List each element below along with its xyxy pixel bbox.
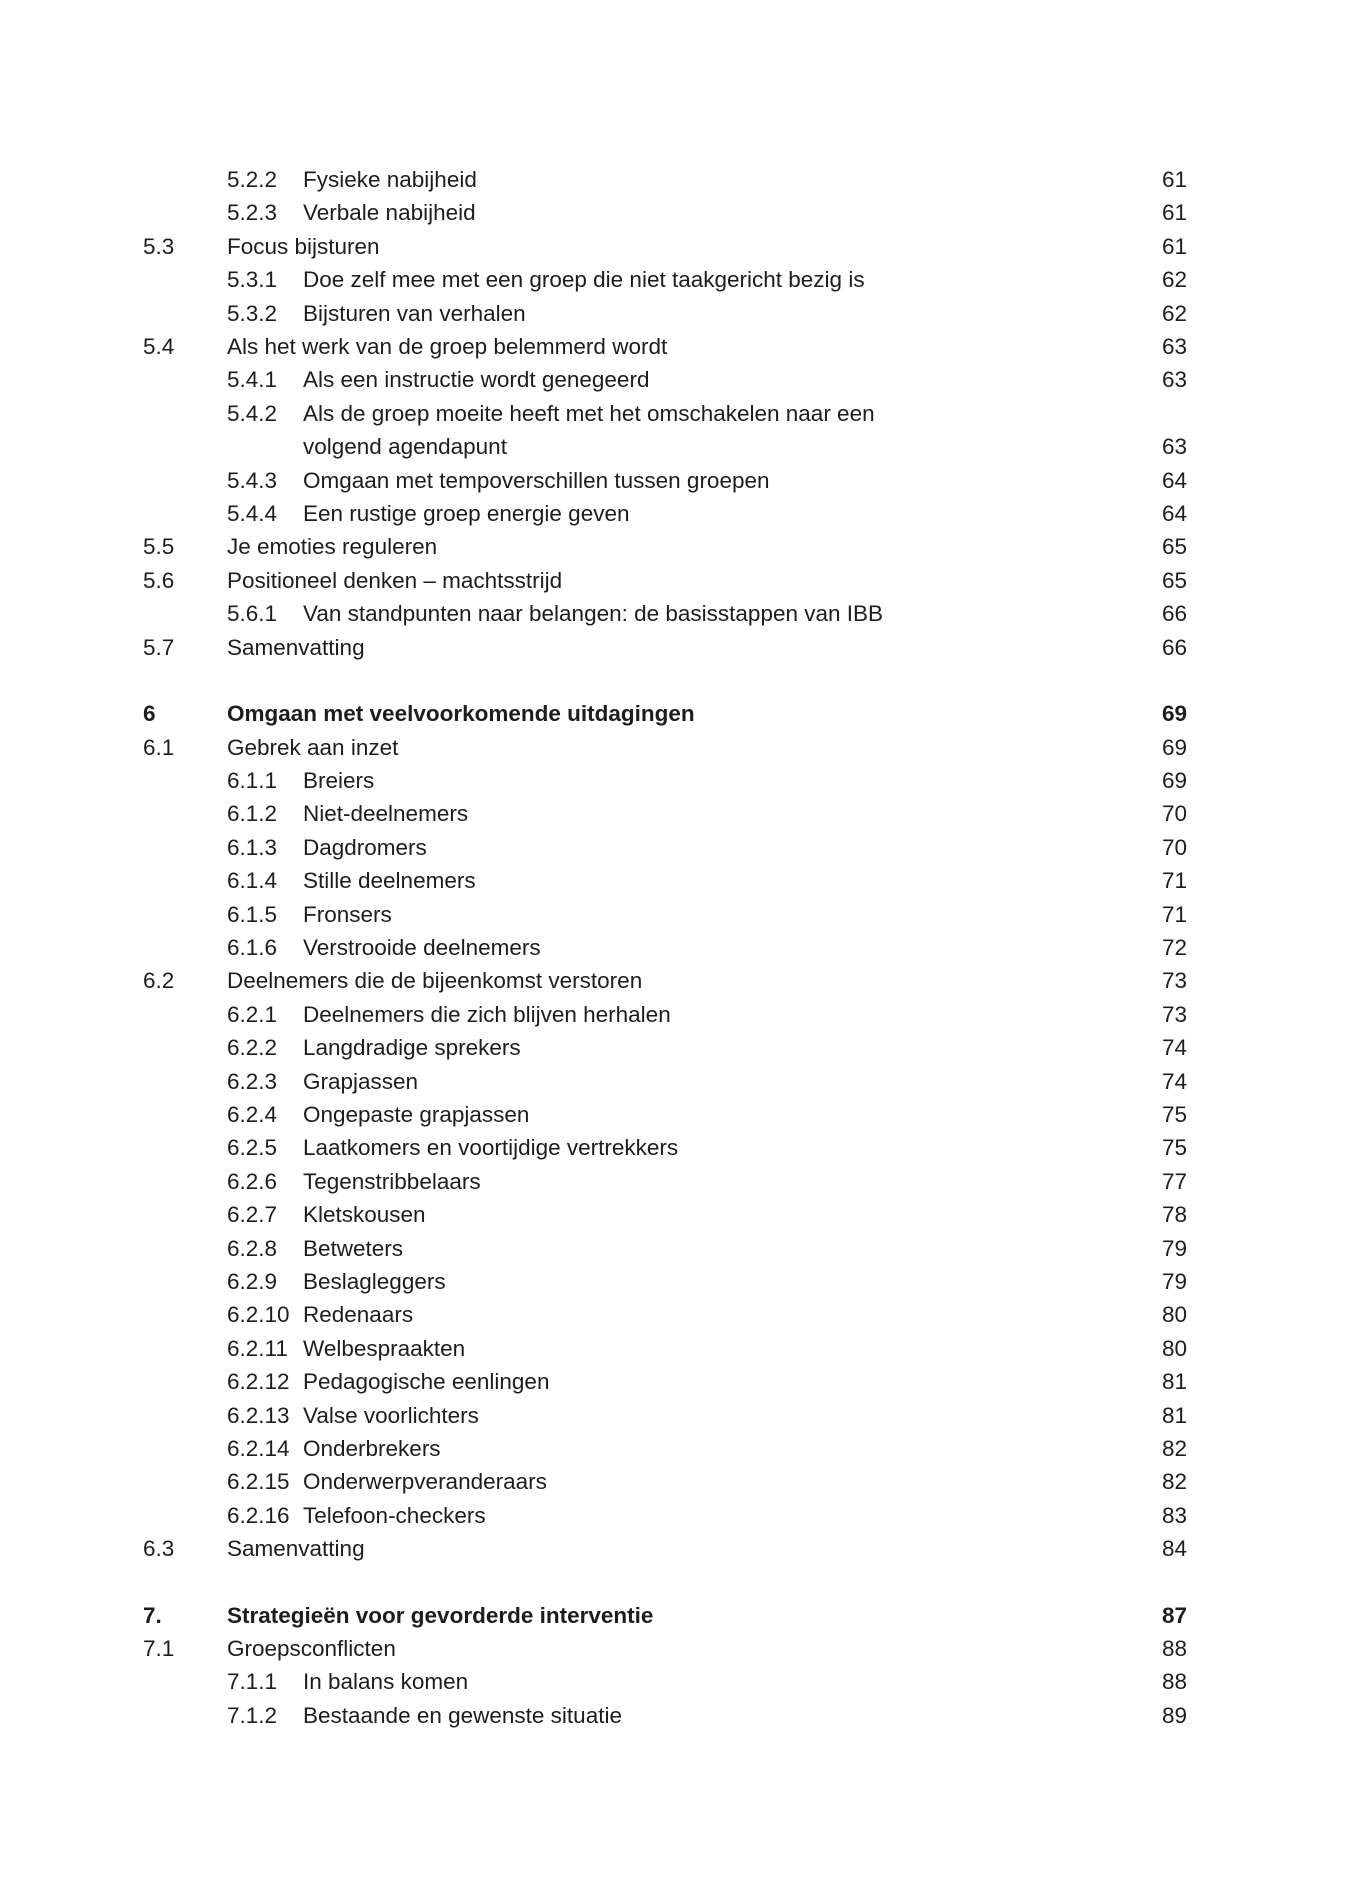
indent-spacer [143, 464, 227, 497]
indent-spacer [143, 1332, 227, 1365]
entry-title: Bestaande en gewenste situatie [303, 1702, 622, 1728]
entry-number: 6.2.9 [227, 1269, 278, 1294]
indent-spacer [143, 196, 227, 229]
indent-spacer [143, 831, 227, 864]
indent-spacer [143, 1432, 227, 1465]
entry-number: 5.4 [143, 334, 175, 360]
toc-entry [143, 797, 1187, 830]
entry-page-number: 75 [1161, 1101, 1187, 1127]
toc-entry [143, 1499, 1187, 1532]
indent-spacer [227, 430, 303, 463]
entry-title: Betweters [303, 1235, 404, 1261]
indent-spacer [143, 597, 227, 630]
toc-entry [143, 1232, 1187, 1265]
indent-spacer [143, 497, 227, 530]
entry-title: Telefoon-checkers [303, 1502, 486, 1528]
entry-page-number: 80 [1161, 1302, 1187, 1328]
entry-title: Fronsers [303, 901, 392, 927]
entry-title: Als het werk van de groep belemmerd wordt [227, 334, 668, 360]
entry-title: Strategieën voor gevorderde interventie [227, 1602, 654, 1628]
entry-number: 6.2.14 [227, 1436, 290, 1462]
entry-page-number: 63 [1161, 334, 1187, 360]
entry-title: Als de groep moeite heeft met het omschakelen naar een [303, 400, 875, 426]
entry-title: Langdradige sprekers [303, 1035, 521, 1061]
entry-page-number: 66 [1161, 634, 1187, 660]
entry-number: 6.3 [143, 1536, 175, 1562]
entry-page-number: 81 [1161, 1402, 1187, 1428]
toc-entry [143, 1198, 1187, 1231]
entry-title: Doe zelf mee met een groep die niet taakgericht bezig is [303, 267, 865, 293]
entry-number: 5.4.4 [227, 501, 278, 527]
entry-number: 6.1 [143, 734, 175, 760]
indent-spacer [143, 397, 227, 430]
entry-page-number: 88 [1161, 1636, 1187, 1662]
entry-title: Dagdromers [303, 834, 427, 860]
indent-spacer [143, 864, 227, 897]
entry-title-continued: volgend agendapunt [303, 434, 507, 460]
entry-number: 5.3.2 [227, 300, 278, 326]
entry-number: 6.2.15 [227, 1469, 290, 1495]
toc-entry [143, 631, 1187, 664]
entry-title: Gebrek aan inzet [227, 734, 399, 760]
toc-entry [143, 1632, 1187, 1665]
entry-page-number: 83 [1161, 1502, 1187, 1528]
toc-entry [143, 1332, 1187, 1365]
entry-number: 6.2.13 [227, 1402, 290, 1428]
entry-title: Laatkomers en voortijdige vertrekkers [303, 1135, 679, 1161]
entry-number: 6.2.8 [227, 1235, 278, 1261]
entry-title: Groepsconflicten [227, 1636, 396, 1662]
entry-number: 5.4.3 [227, 467, 278, 493]
entry-number: 6.1.4 [227, 868, 278, 894]
toc-entry [143, 497, 1187, 530]
indent-spacer [143, 1298, 227, 1331]
entry-page-number: 63 [1161, 434, 1187, 460]
indent-spacer [143, 1665, 227, 1698]
indent-spacer [143, 1198, 227, 1231]
entry-number: 6.2.16 [227, 1502, 290, 1528]
entry-title: Kletskousen [303, 1202, 426, 1228]
toc-entry [143, 998, 1187, 1031]
indent-spacer [143, 1065, 227, 1098]
entry-title: Samenvatting [227, 634, 365, 660]
entry-number: 6.2.1 [227, 1001, 278, 1027]
toc-entry [143, 931, 1187, 964]
entry-page-number: 89 [1161, 1702, 1187, 1728]
toc-entry [143, 564, 1187, 597]
toc-entry [143, 263, 1187, 296]
toc-entry [143, 731, 1187, 764]
entry-title: Pedagogische eenlingen [303, 1369, 550, 1395]
toc-entry [143, 196, 1187, 229]
entry-number: 6.2.11 [227, 1335, 288, 1361]
entry-number: 6 [143, 701, 156, 727]
toc-entry [143, 1699, 1187, 1732]
entry-number: 5.4.2 [227, 400, 278, 426]
entry-page-number: 88 [1161, 1669, 1187, 1695]
entry-page-number: 71 [1161, 901, 1187, 927]
entry-page-number: 73 [1161, 968, 1187, 994]
entry-title: Onderbrekers [303, 1436, 441, 1462]
entry-title: Focus bijsturen [227, 233, 380, 259]
toc-entry [143, 1432, 1187, 1465]
entry-page-number: 62 [1161, 300, 1187, 326]
indent-spacer [143, 1499, 227, 1532]
entry-title: Fysieke nabijheid [303, 167, 477, 192]
toc-entry [143, 864, 1187, 897]
entry-title: Tegenstribbelaars [303, 1168, 481, 1194]
indent-spacer [143, 1031, 227, 1064]
entry-title: Samenvatting [227, 1536, 365, 1562]
entry-number: 6.2.10 [227, 1302, 290, 1328]
entry-page-number: 74 [1161, 1068, 1187, 1094]
toc-entry [143, 1098, 1187, 1131]
entry-title: Bijsturen van verhalen [303, 300, 526, 326]
entry-number: 6.2.2 [227, 1035, 278, 1061]
toc-entry [143, 1265, 1187, 1298]
entry-number: 5.2.2 [227, 167, 278, 192]
entry-title: Niet-deelnemers [303, 801, 469, 827]
entry-number: 7.1 [143, 1636, 175, 1662]
entry-title: Omgaan met veelvoorkomende uitdagingen [227, 701, 695, 727]
toc-entry [143, 1465, 1187, 1498]
entry-page-number: 61 [1161, 200, 1187, 226]
indent-spacer [143, 898, 227, 931]
entry-page-number: 70 [1161, 801, 1187, 827]
entry-page-number: 71 [1161, 868, 1187, 894]
entry-page-number: 79 [1161, 1235, 1187, 1261]
toc-entry-continuation [143, 430, 1187, 463]
toc-entry [143, 464, 1187, 497]
indent-spacer [143, 1399, 227, 1432]
toc-entry [143, 330, 1187, 363]
table-of-contents [143, 163, 1187, 1732]
entry-page-number: 72 [1161, 934, 1187, 960]
toc-entry [143, 1665, 1187, 1698]
entry-number: 6.2.3 [227, 1068, 278, 1094]
entry-page-number: 65 [1161, 567, 1187, 593]
entry-title: Grapjassen [303, 1068, 419, 1094]
entry-number: 5.5 [143, 534, 175, 560]
entry-title: Deelnemers die de bijeenkomst verstoren [227, 968, 643, 994]
entry-title: Je emoties reguleren [227, 534, 438, 560]
entry-title: Redenaars [303, 1302, 414, 1328]
indent-spacer [143, 297, 227, 330]
toc-entry [143, 1399, 1187, 1432]
indent-spacer [143, 1265, 227, 1298]
entry-title: Deelnemers die zich blijven herhalen [303, 1001, 671, 1027]
indent-spacer [143, 1165, 227, 1198]
entry-page-number: 73 [1161, 1001, 1187, 1027]
entry-title: In balans komen [303, 1669, 469, 1695]
entry-number: 5.6 [143, 567, 175, 593]
entry-number: 6.2.6 [227, 1168, 278, 1194]
entry-page-number: 65 [1161, 534, 1187, 560]
indent-spacer [143, 1232, 227, 1265]
indent-spacer [143, 1131, 227, 1164]
entry-page-number: 81 [1161, 1369, 1187, 1395]
toc-entry [143, 1065, 1187, 1098]
entry-title: Welbespraakten [303, 1335, 466, 1361]
entry-page-number: 75 [1161, 1135, 1187, 1161]
toc-entry [143, 1365, 1187, 1398]
entry-title: Stille deelnemers [303, 868, 476, 894]
entry-title: Van standpunten naar belangen: de basisstappen van IBB [303, 601, 884, 627]
entry-number: 5.4.1 [227, 367, 278, 393]
toc-entry [143, 163, 1187, 196]
indent-spacer [143, 1098, 227, 1131]
entry-title: Beslagleggers [303, 1269, 446, 1294]
entry-page-number: 84 [1161, 1536, 1187, 1562]
indent-spacer [143, 263, 227, 296]
entry-title: Verstrooide deelnemers [303, 934, 541, 960]
entry-title: Positioneel denken – machtsstrijd [227, 567, 563, 593]
toc-entry [143, 1532, 1187, 1565]
entry-number: 5.3 [143, 233, 175, 259]
entry-page-number: 69 [1161, 767, 1187, 793]
entry-number: 6.2.7 [227, 1202, 278, 1228]
toc-entry [143, 898, 1187, 931]
entry-page-number [1147, 397, 1187, 430]
indent-spacer [143, 764, 227, 797]
indent-spacer [143, 163, 227, 196]
toc-entry [143, 1031, 1187, 1064]
entry-page-number: 64 [1161, 467, 1187, 493]
entry-page-number: 64 [1161, 501, 1187, 527]
entry-page-number: 69 [1161, 701, 1187, 727]
entry-number: 5.3.1 [227, 267, 278, 293]
entry-title: Een rustige groep energie geven [303, 501, 630, 527]
entry-number: 6.1.6 [227, 934, 278, 960]
entry-number: 7.1.1 [227, 1669, 278, 1695]
indent-spacer [143, 797, 227, 830]
entry-title: Ongepaste grapjassen [303, 1101, 530, 1127]
toc-entry [143, 363, 1187, 396]
entry-page-number: 79 [1161, 1269, 1187, 1294]
entry-number: 6.2.12 [227, 1369, 290, 1395]
toc-entry [143, 530, 1187, 563]
toc-chapter-entry [143, 1599, 1187, 1632]
entry-number: 7. [143, 1602, 162, 1628]
entry-number: 5.6.1 [227, 601, 278, 627]
entry-page-number: 62 [1161, 267, 1187, 293]
entry-page-number: 78 [1161, 1202, 1187, 1228]
entry-page-number: 82 [1161, 1469, 1187, 1495]
entry-page-number: 80 [1161, 1335, 1187, 1361]
indent-spacer [143, 931, 227, 964]
entry-page-number: 61 [1161, 233, 1187, 259]
entry-page-number: 82 [1161, 1436, 1187, 1462]
entry-page-number: 77 [1161, 1168, 1187, 1194]
toc-entry [143, 1165, 1187, 1198]
entry-page-number: 69 [1161, 734, 1187, 760]
entry-number: 5.7 [143, 634, 175, 660]
entry-page-number: 61 [1161, 167, 1187, 192]
toc-entry [143, 964, 1187, 997]
entry-title: Breiers [303, 767, 375, 793]
toc-chapter-entry [143, 697, 1187, 730]
entry-number: 6.2.5 [227, 1135, 278, 1161]
toc-entry [143, 831, 1187, 864]
indent-spacer [143, 1699, 227, 1732]
indent-spacer [143, 363, 227, 396]
entry-title: Verbale nabijheid [303, 200, 476, 226]
entry-title: Onderwerpveranderaars [303, 1469, 547, 1495]
entry-number: 6.1.3 [227, 834, 278, 860]
entry-number: 6.2 [143, 968, 175, 994]
entry-number: 6.1.2 [227, 801, 278, 827]
toc-entry [143, 1298, 1187, 1331]
entry-page-number: 87 [1161, 1602, 1187, 1628]
entry-title: Valse voorlichters [303, 1402, 479, 1428]
toc-entry [143, 764, 1187, 797]
entry-number: 5.2.3 [227, 200, 278, 226]
toc-entry [143, 1131, 1187, 1164]
toc-entry [143, 230, 1187, 263]
indent-spacer [143, 1465, 227, 1498]
entry-title: Omgaan met tempoverschillen tussen groepen [303, 467, 770, 493]
toc-entry [143, 397, 1187, 430]
entry-number: 6.2.4 [227, 1101, 278, 1127]
toc-entry [143, 597, 1187, 630]
entry-title: Als een instructie wordt genegeerd [303, 367, 650, 393]
indent-spacer [143, 1365, 227, 1398]
entry-number: 6.1.5 [227, 901, 278, 927]
entry-page-number: 74 [1161, 1035, 1187, 1061]
indent-spacer [143, 430, 227, 463]
entry-page-number: 63 [1161, 367, 1187, 393]
entry-page-number: 66 [1161, 601, 1187, 627]
toc-entry [143, 297, 1187, 330]
entry-number: 6.1.1 [227, 767, 278, 793]
entry-number: 7.1.2 [227, 1702, 278, 1728]
entry-page-number: 70 [1161, 834, 1187, 860]
indent-spacer [143, 998, 227, 1031]
